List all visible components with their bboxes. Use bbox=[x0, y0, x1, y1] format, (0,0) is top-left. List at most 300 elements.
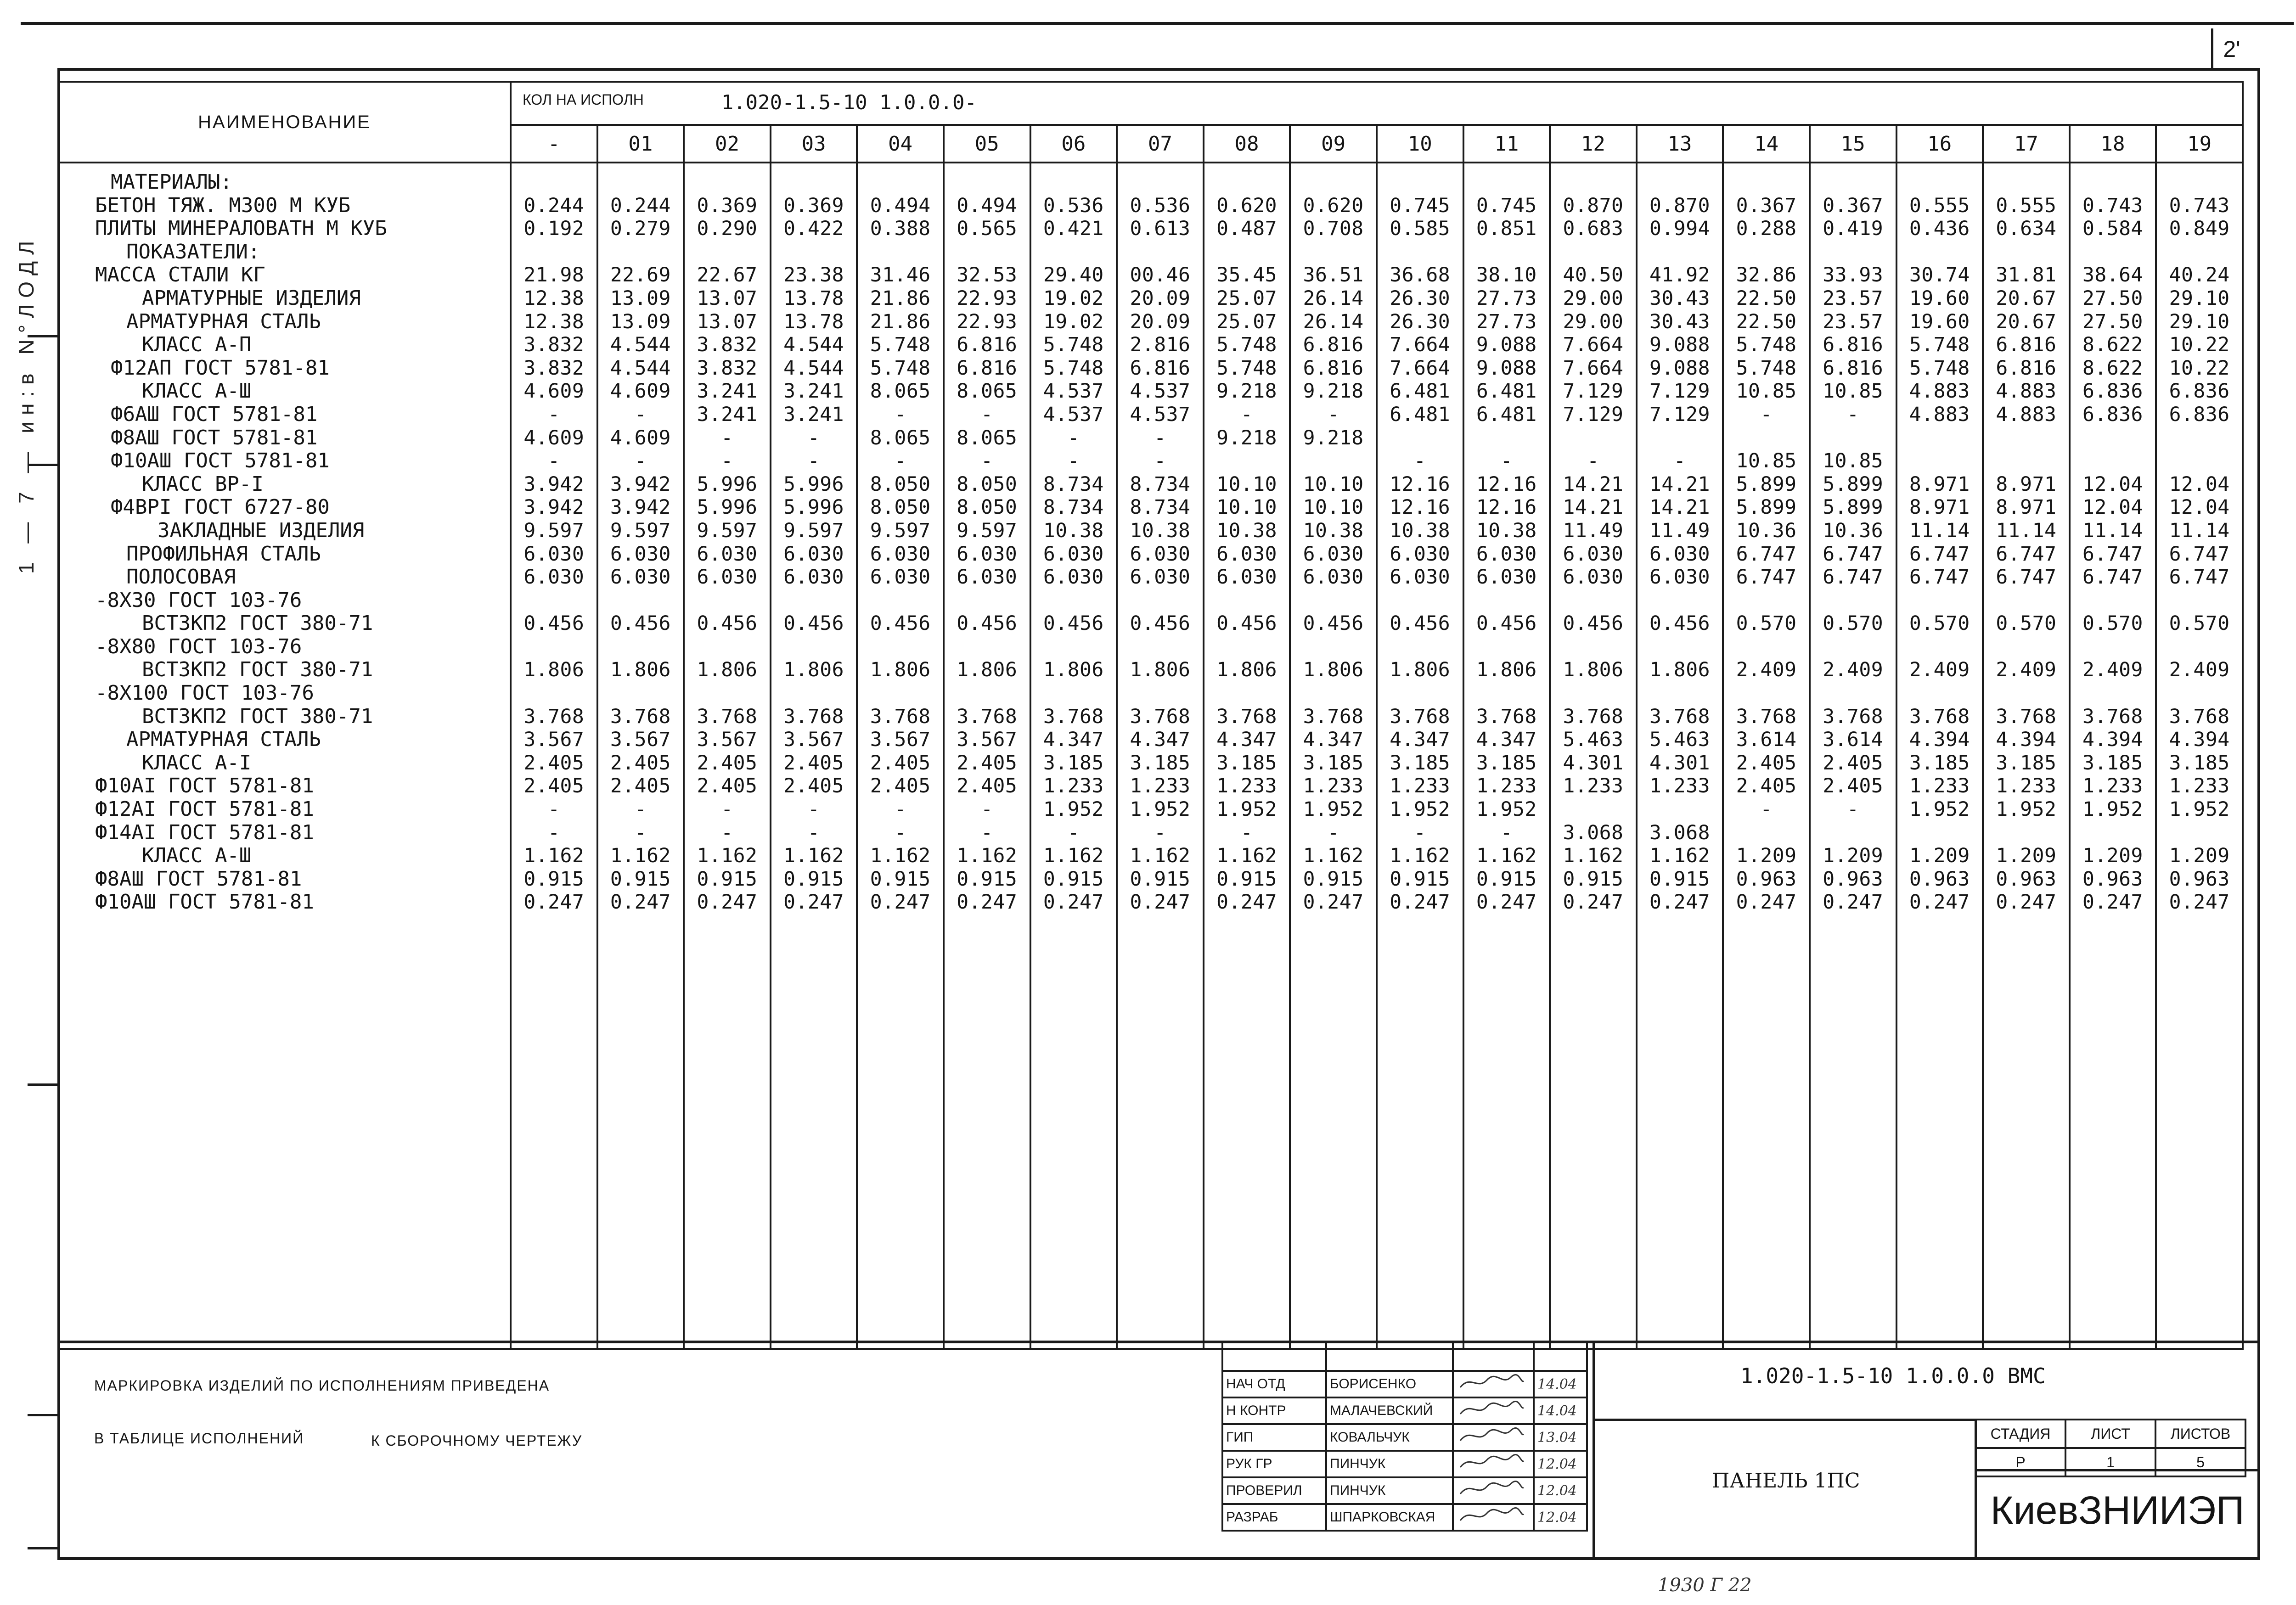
quantity-value: 4.609 bbox=[610, 380, 671, 403]
quantity-value bbox=[2071, 682, 2155, 705]
quantity-value: - bbox=[981, 403, 993, 426]
handwritten-signature bbox=[1453, 1424, 1534, 1451]
quantity-value: 1.162 bbox=[1303, 844, 1364, 868]
quantity-value: - bbox=[894, 403, 906, 426]
quantity-value: 0.915 bbox=[870, 867, 931, 891]
quantity-value: 0.870 bbox=[1649, 194, 1710, 217]
quantity-value: 2.405 bbox=[523, 751, 585, 774]
sheet-label: ЛИСТ bbox=[2065, 1420, 2155, 1448]
quantity-value: 6.747 bbox=[1909, 566, 1970, 589]
quantity-value: 7.664 bbox=[1563, 333, 1624, 357]
variant-header: 09 bbox=[1290, 125, 1377, 163]
signature-scribble-icon bbox=[1457, 1372, 1525, 1393]
quantity-value: 4.537 bbox=[1130, 403, 1191, 426]
quantity-value: 0.247 bbox=[1736, 891, 1797, 914]
quantity-value: 1.162 bbox=[523, 844, 585, 868]
quantity-value: 3.768 bbox=[1909, 705, 1970, 728]
quantity-value: 2.409 bbox=[2082, 658, 2143, 682]
quantity-value: - bbox=[807, 821, 820, 844]
quantity-value: 12.04 bbox=[2082, 496, 2143, 519]
signature-scribble-icon bbox=[1457, 1505, 1525, 1526]
quantity-value: - bbox=[1067, 426, 1080, 449]
item-name: КЛАСС А-Ш bbox=[142, 380, 252, 403]
quantity-value: 0.192 bbox=[523, 217, 585, 241]
quantity-value: 0.456 bbox=[1563, 612, 1624, 635]
quantity-value: 3.768 bbox=[1390, 705, 1451, 728]
quantity-value: 4.347 bbox=[1303, 728, 1364, 752]
quantity-value: 1.952 bbox=[2169, 798, 2230, 821]
quantity-value: 1.952 bbox=[2082, 798, 2143, 821]
signature-name: БОРИСЕНКО bbox=[1326, 1371, 1453, 1397]
signature-row bbox=[1222, 1504, 1587, 1531]
quantity-value bbox=[1291, 171, 1376, 194]
quantity-value: - bbox=[1414, 821, 1426, 844]
quantity-value: 0.915 bbox=[610, 867, 671, 891]
quantity-value: 5.748 bbox=[1216, 333, 1277, 357]
item-name: КЛАСС А-Ш bbox=[142, 844, 252, 868]
quantity-value: 19.02 bbox=[1043, 286, 1104, 310]
item-name: Ф12АI ГОСТ 5781-81 bbox=[95, 798, 314, 821]
quantity-value: 10.10 bbox=[1216, 496, 1277, 519]
variant-values-column bbox=[857, 163, 944, 1349]
quantity-value: 0.870 bbox=[1563, 194, 1624, 217]
signature-name: ПИНЧУК bbox=[1326, 1451, 1453, 1477]
quantity-value: 26.14 bbox=[1303, 286, 1364, 310]
signature-header-cell bbox=[1326, 1341, 1453, 1371]
quantity-value: 29.10 bbox=[2169, 286, 2230, 310]
quantity-value: 21.86 bbox=[870, 310, 931, 333]
quantity-value: 1.806 bbox=[870, 658, 931, 682]
quantity-value bbox=[1464, 635, 1549, 659]
quantity-value: 0.247 bbox=[1390, 891, 1451, 914]
item-name: ПОКАЗАТЕЛИ: bbox=[126, 240, 260, 264]
quantity-value: 32.53 bbox=[957, 264, 1018, 287]
quantity-value: 1.162 bbox=[870, 844, 931, 868]
quantity-value bbox=[1291, 682, 1376, 705]
item-names-column bbox=[58, 163, 511, 1349]
quantity-value: 12.16 bbox=[1476, 472, 1537, 496]
quantity-value: 1.233 bbox=[1476, 774, 1537, 798]
quantity-value: 3.942 bbox=[523, 496, 585, 519]
quantity-value: 10.22 bbox=[2169, 356, 2230, 380]
quantity-value: 0.487 bbox=[1216, 217, 1277, 241]
quantity-value: 0.456 bbox=[1390, 612, 1451, 635]
quantity-value: 8.734 bbox=[1130, 472, 1191, 496]
quantity-value bbox=[1638, 798, 1722, 821]
quantity-value: 36.68 bbox=[1390, 264, 1451, 287]
quantity-value: 9.088 bbox=[1476, 333, 1537, 357]
quantity-value: 1.806 bbox=[1303, 658, 1364, 682]
quantity-value: 1.952 bbox=[1996, 798, 2057, 821]
quantity-value: 6.030 bbox=[610, 542, 671, 566]
quantity-value: 1.233 bbox=[1390, 774, 1451, 798]
quantity-value bbox=[1984, 427, 2069, 450]
signature-date: 14.04 bbox=[1534, 1371, 1587, 1397]
quantity-value: 6.030 bbox=[783, 566, 844, 589]
quantity-value: 23.57 bbox=[1823, 286, 1884, 310]
quantity-value: 0.247 bbox=[1476, 891, 1537, 914]
quantity-value: - bbox=[721, 821, 733, 844]
quantity-value: 0.419 bbox=[1823, 217, 1884, 241]
quantity-value: 11.14 bbox=[1909, 519, 1970, 542]
note-line-1: МАРКИРОВКА ИЗДЕЛИЙ ПО ИСПОЛНЕНИЯМ ПРИВЕДЕНА bbox=[94, 1377, 550, 1394]
quantity-value: 0.915 bbox=[1649, 867, 1710, 891]
quantity-value: 3.768 bbox=[1736, 705, 1797, 728]
quantity-value: 20.09 bbox=[1130, 286, 1191, 310]
quantity-value: - bbox=[1067, 449, 1080, 473]
item-name: ВСТ3КП2 ГОСТ 380-71 bbox=[142, 705, 373, 728]
variant-header: 11 bbox=[1463, 125, 1550, 163]
quantity-value: 3.068 bbox=[1563, 821, 1624, 844]
quantity-value: 10.36 bbox=[1736, 519, 1797, 542]
quantity-value: 3.567 bbox=[870, 728, 931, 752]
signature-scribble-icon bbox=[1457, 1425, 1525, 1446]
column-header-name: НАИМЕНОВАНИЕ bbox=[58, 82, 511, 163]
signature-role: Н КОНТР bbox=[1222, 1397, 1326, 1424]
quantity-value: 3.768 bbox=[1649, 705, 1710, 728]
quantity-value: 0.849 bbox=[2169, 217, 2230, 241]
variant-header: 12 bbox=[1550, 125, 1637, 163]
item-name: АРМАТУРНАЯ СТАЛЬ bbox=[126, 310, 321, 333]
quantity-value bbox=[1291, 449, 1376, 473]
quantity-value: 4.544 bbox=[610, 356, 671, 380]
quantity-value: 26.30 bbox=[1390, 310, 1451, 333]
quantity-value: 6.836 bbox=[2169, 403, 2230, 426]
quantity-value: 1.209 bbox=[1996, 844, 2057, 868]
quantity-value bbox=[1638, 171, 1722, 194]
quantity-value: 3.768 bbox=[1996, 705, 2057, 728]
quantity-value: 3.768 bbox=[1043, 705, 1104, 728]
quantity-value: 3.768 bbox=[1476, 705, 1537, 728]
quantity-value: 4.394 bbox=[2169, 728, 2230, 752]
sheets-value: 5 bbox=[2155, 1448, 2245, 1476]
quantity-value: 4.883 bbox=[1909, 380, 1970, 403]
quantity-value: 2.405 bbox=[610, 751, 671, 774]
quantity-value bbox=[1204, 171, 1289, 194]
quantity-value: 10.38 bbox=[1303, 519, 1364, 542]
quantity-value: 6.747 bbox=[1996, 542, 2057, 566]
quantity-value: 22.67 bbox=[697, 264, 758, 287]
quantity-value: 0.994 bbox=[1649, 217, 1710, 241]
variant-values-column bbox=[684, 163, 771, 1349]
quantity-value bbox=[1638, 589, 1722, 612]
quantity-value: 0.536 bbox=[1130, 194, 1191, 217]
quantity-value: 1.162 bbox=[1649, 844, 1710, 868]
quantity-value: 30.43 bbox=[1649, 286, 1710, 310]
quantity-value: 0.421 bbox=[1043, 217, 1104, 241]
quantity-value: 3.567 bbox=[610, 728, 671, 752]
quantity-value: 6.481 bbox=[1476, 403, 1537, 426]
quantity-value: 0.494 bbox=[957, 194, 1018, 217]
quantity-value: 6.030 bbox=[1043, 566, 1104, 589]
quantity-value: 6.030 bbox=[697, 542, 758, 566]
quantity-value: 5.899 bbox=[1823, 496, 1884, 519]
item-name: МАССА СТАЛИ КГ bbox=[95, 264, 265, 287]
quantity-value: 3.185 bbox=[2169, 751, 2230, 774]
quantity-value: - bbox=[1587, 449, 1599, 473]
item-name: МАТЕРИАЛЫ: bbox=[111, 171, 232, 194]
quantity-value: 0.456 bbox=[697, 612, 758, 635]
quantity-value: 5.996 bbox=[697, 496, 758, 519]
quantity-value bbox=[1638, 635, 1722, 659]
quantity-value: 0.565 bbox=[957, 217, 1018, 241]
quantity-value: 0.620 bbox=[1216, 194, 1277, 217]
quantity-value: 0.367 bbox=[1823, 194, 1884, 217]
quantity-value bbox=[1118, 635, 1203, 659]
quantity-value: 2.405 bbox=[1823, 751, 1884, 774]
quantity-value: 14.21 bbox=[1649, 472, 1710, 496]
variant-values-column bbox=[2070, 163, 2156, 1349]
quantity-value: 3.185 bbox=[1303, 751, 1364, 774]
quantity-value: 13.07 bbox=[697, 286, 758, 310]
quantity-value: - bbox=[1847, 403, 1859, 426]
quantity-value bbox=[1724, 821, 1809, 845]
quantity-value: 5.996 bbox=[783, 496, 844, 519]
quantity-value: 4.537 bbox=[1130, 380, 1191, 403]
variant-values-column bbox=[1723, 163, 1810, 1349]
quantity-value: 10.38 bbox=[1476, 519, 1537, 542]
quantity-value: 1.162 bbox=[783, 844, 844, 868]
quantity-value: 0.422 bbox=[783, 217, 844, 241]
quantity-value: - bbox=[548, 798, 560, 821]
quantity-value: 4.301 bbox=[1649, 751, 1710, 774]
quantity-value: 0.369 bbox=[697, 194, 758, 217]
quantity-value: 22.93 bbox=[957, 286, 1018, 310]
quantity-value: 13.78 bbox=[783, 310, 844, 333]
quantity-value: 1.952 bbox=[1909, 798, 1970, 821]
quantity-value: 1.162 bbox=[1390, 844, 1451, 868]
variant-header: 10 bbox=[1377, 125, 1463, 163]
quantity-value: 33.93 bbox=[1823, 264, 1884, 287]
quantity-value: 3.567 bbox=[697, 728, 758, 752]
quantity-value: 0.743 bbox=[2169, 194, 2230, 217]
quantity-value: 1.209 bbox=[2169, 844, 2230, 868]
quantity-value: 12.16 bbox=[1476, 496, 1537, 519]
quantity-value: - bbox=[1760, 798, 1773, 821]
quantity-value: 20.67 bbox=[1996, 310, 2057, 333]
quantity-value bbox=[2157, 821, 2242, 845]
quantity-value: 3.241 bbox=[783, 380, 844, 403]
quantity-value: - bbox=[807, 798, 820, 821]
quantity-value: 1.233 bbox=[2082, 774, 2143, 798]
quantity-value bbox=[1204, 589, 1289, 612]
quantity-value: - bbox=[548, 821, 560, 844]
quantity-value: - bbox=[894, 449, 906, 473]
quantity-value: 10.85 bbox=[1736, 449, 1797, 473]
quantity-value bbox=[1464, 589, 1549, 612]
quantity-value: 2.405 bbox=[957, 751, 1018, 774]
quantity-value: 31.46 bbox=[870, 264, 931, 287]
quantity-value: 6.747 bbox=[2082, 542, 2143, 566]
quantity-value bbox=[1551, 635, 1636, 659]
quantity-value: 11.14 bbox=[2169, 519, 2230, 542]
quantity-value: 10.38 bbox=[1130, 519, 1191, 542]
organization-name: КиевЗНИИЭП bbox=[1975, 1469, 2260, 1562]
quantity-value bbox=[1204, 682, 1289, 705]
quantity-value: 10.38 bbox=[1216, 519, 1277, 542]
quantity-value: - bbox=[1327, 403, 1339, 426]
quantity-value bbox=[685, 589, 770, 612]
quantity-value: 5.748 bbox=[1736, 356, 1797, 380]
quantity-value: - bbox=[1500, 449, 1513, 473]
quantity-value: 9.218 bbox=[1303, 426, 1364, 449]
quantity-value: 0.570 bbox=[1909, 612, 1970, 635]
signature-name: ШПАРКОВСКАЯ bbox=[1326, 1504, 1453, 1531]
quantity-value: 0.456 bbox=[1303, 612, 1364, 635]
quantity-value bbox=[1204, 635, 1289, 659]
quantity-value: 1.806 bbox=[957, 658, 1018, 682]
quantity-value: - bbox=[1240, 403, 1253, 426]
signature-date: 12.04 bbox=[1534, 1477, 1587, 1504]
quantity-value: 6.030 bbox=[1303, 566, 1364, 589]
quantity-value: 1.952 bbox=[1043, 798, 1104, 821]
quantity-value: 6.030 bbox=[1649, 566, 1710, 589]
variant-header: 03 bbox=[771, 125, 857, 163]
quantity-value: - bbox=[807, 426, 820, 449]
quantity-value: 1.233 bbox=[1909, 774, 1970, 798]
handwritten-signature bbox=[1453, 1477, 1534, 1504]
quantity-value: 8.050 bbox=[957, 472, 1018, 496]
quantity-value: 6.836 bbox=[2082, 403, 2143, 426]
quantity-value: 40.50 bbox=[1563, 264, 1624, 287]
quantity-value: 9.218 bbox=[1216, 426, 1277, 449]
quantity-value bbox=[1897, 171, 1982, 194]
quantity-value: 1.952 bbox=[1476, 798, 1537, 821]
quantity-value bbox=[2071, 821, 2155, 845]
quantity-value: 25.07 bbox=[1216, 286, 1277, 310]
quantity-value: 29.40 bbox=[1043, 264, 1104, 287]
quantity-value: 3.768 bbox=[1563, 705, 1624, 728]
quantity-value bbox=[2071, 241, 2155, 264]
signature-role: ГИП bbox=[1222, 1424, 1326, 1451]
title-divider bbox=[1593, 1419, 1975, 1421]
quantity-value: 22.93 bbox=[957, 310, 1018, 333]
quantity-value bbox=[1724, 589, 1809, 612]
quantity-value: 22.50 bbox=[1736, 286, 1797, 310]
quantity-value: 1.209 bbox=[1909, 844, 1970, 868]
item-name: -8Х80 ГОСТ 103-76 bbox=[95, 635, 302, 658]
quantity-value bbox=[1378, 682, 1463, 705]
quantity-value bbox=[1551, 427, 1636, 450]
quantity-value bbox=[1464, 241, 1549, 264]
quantity-value: 0.963 bbox=[1823, 867, 1884, 891]
variant-values-column bbox=[1810, 163, 1896, 1349]
quantity-value: 5.996 bbox=[697, 472, 758, 496]
quantity-value: 9.597 bbox=[523, 519, 585, 542]
quantity-value: 0.743 bbox=[2082, 194, 2143, 217]
quantity-value bbox=[2157, 682, 2242, 705]
column-header-quantity bbox=[511, 82, 2243, 125]
quantity-value: 3.185 bbox=[1390, 751, 1451, 774]
quantity-value bbox=[1551, 589, 1636, 612]
quantity-value bbox=[771, 589, 856, 612]
item-name: -8Х30 ГОСТ 103-76 bbox=[95, 589, 302, 612]
note-line-2a: В ТАБЛИЦЕ ИСПОЛНЕНИЙ bbox=[94, 1430, 304, 1447]
quantity-value: 1.952 bbox=[1390, 798, 1451, 821]
quantity-value: 1.209 bbox=[1736, 844, 1797, 868]
variant-values-column bbox=[944, 163, 1030, 1349]
quantity-value bbox=[858, 682, 943, 705]
item-name: БЕТОН ТЯЖ. М300 М КУБ bbox=[95, 194, 351, 217]
quantity-value: 29.00 bbox=[1563, 286, 1624, 310]
quantity-value: - bbox=[1673, 449, 1686, 473]
quantity-value: 1.233 bbox=[1303, 774, 1364, 798]
quantity-value: 1.952 bbox=[1216, 798, 1277, 821]
quantity-value: 1.162 bbox=[957, 844, 1018, 868]
quantity-value: 1.233 bbox=[1649, 774, 1710, 798]
quantity-value: 3.942 bbox=[610, 496, 671, 519]
quantity-value bbox=[1724, 171, 1809, 194]
quantity-value: 0.555 bbox=[1996, 194, 2057, 217]
quantity-value bbox=[858, 171, 943, 194]
item-name: АРМАТУРНЫЕ ИЗДЕЛИЯ bbox=[142, 286, 361, 310]
quantity-value bbox=[2071, 171, 2155, 194]
quantity-value: 6.030 bbox=[1043, 542, 1104, 566]
quantity-value: 35.45 bbox=[1216, 264, 1277, 287]
signature-row bbox=[1222, 1451, 1587, 1477]
quantity-value: 6.747 bbox=[1996, 566, 2057, 589]
quantity-value: 12.38 bbox=[523, 310, 585, 333]
quantity-value: 6.030 bbox=[523, 542, 585, 566]
item-name: Ф10АШ ГОСТ 5781-81 bbox=[111, 449, 330, 473]
quantity-value: 3.832 bbox=[697, 333, 758, 357]
quantity-value bbox=[945, 635, 1030, 659]
quantity-value: 5.463 bbox=[1649, 728, 1710, 752]
quantity-value: 10.22 bbox=[2169, 333, 2230, 357]
variant-values-column bbox=[1290, 163, 1377, 1349]
quantity-value: 0.288 bbox=[1736, 217, 1797, 241]
quantity-value: 8.065 bbox=[957, 380, 1018, 403]
quantity-value: 11.49 bbox=[1563, 519, 1624, 542]
quantity-value: 2.409 bbox=[1736, 658, 1797, 682]
quantity-value: 3.942 bbox=[610, 472, 671, 496]
variant-header: 16 bbox=[1896, 125, 1983, 163]
quantity-value: 0.244 bbox=[610, 194, 671, 217]
quantity-value: 6.747 bbox=[1823, 566, 1884, 589]
quantity-value: 4.544 bbox=[783, 333, 844, 357]
quantity-value bbox=[512, 682, 597, 705]
quantity-value: - bbox=[1154, 426, 1166, 449]
quantity-value bbox=[1291, 635, 1376, 659]
quantity-value: - bbox=[981, 821, 993, 844]
note-line-2b: К СБОРОЧНОМУ ЧЕРТЕЖУ bbox=[371, 1432, 583, 1449]
variant-header: 04 bbox=[857, 125, 944, 163]
quantity-value: 0.915 bbox=[1216, 867, 1277, 891]
quantity-value: 3.768 bbox=[697, 705, 758, 728]
quantity-value: 4.544 bbox=[783, 356, 844, 380]
quantity-value: 2.405 bbox=[1823, 774, 1884, 798]
quantity-value: 8.734 bbox=[1043, 472, 1104, 496]
signature-role: РАЗРАБ bbox=[1222, 1504, 1326, 1531]
quantity-value: 6.030 bbox=[610, 566, 671, 589]
quantity-value: 3.241 bbox=[697, 403, 758, 426]
variant-header: 06 bbox=[1030, 125, 1117, 163]
quantity-value: 1.162 bbox=[1043, 844, 1104, 868]
quantity-value: 0.634 bbox=[1996, 217, 2057, 241]
quantity-value: 12.38 bbox=[523, 286, 585, 310]
quantity-value: 2.405 bbox=[870, 751, 931, 774]
item-name: ПЛИТЫ МИНЕРАЛОВАТН М КУБ bbox=[95, 217, 387, 241]
quantity-value bbox=[1811, 589, 1896, 612]
quantity-value bbox=[771, 171, 856, 194]
quantity-value: 0.613 bbox=[1130, 217, 1191, 241]
quantity-value: 14.21 bbox=[1649, 496, 1710, 519]
quantity-value: - bbox=[548, 403, 560, 426]
quantity-value bbox=[1724, 682, 1809, 705]
quantity-value: 22.50 bbox=[1736, 310, 1797, 333]
margin-tick bbox=[28, 464, 57, 466]
quantity-value: 0.247 bbox=[523, 891, 585, 914]
